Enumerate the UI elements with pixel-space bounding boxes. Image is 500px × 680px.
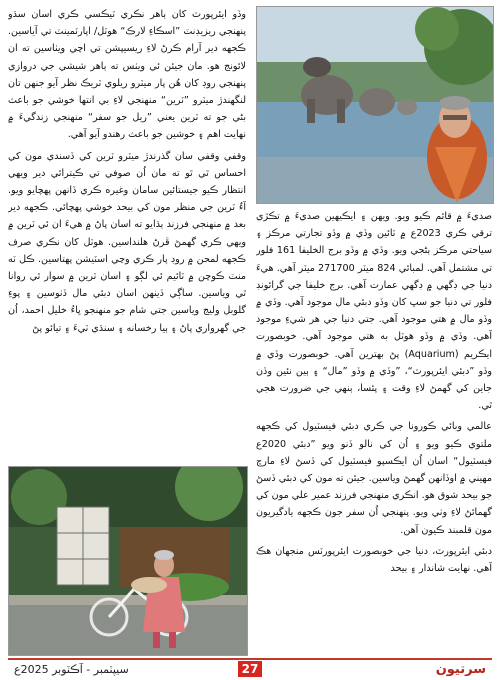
article-column-left [8, 6, 246, 458]
page-footer [0, 658, 500, 680]
article-paragraph: عالمي وبائي ڪورونا جي ڪري دبئي فيسٽيول کي ڪجهه ملتوي ڪيو ويو ۽ اُن کي نالو ڏنو ويو ”دبئي 2020ع فيسٽيول“ اسان اُن ايڪسپو فيسٽيول کي ڏسڻ لاءِ مارچ مهيني ۾ اوڏانهن گهمڻ وياسين. جيئن ته مون کي دبئي ڏسڻ جو بيحد شوق هو. انڪري منهنجي فرزند عمير علي مون کي گهمائڻ لاءِ وٺي ويو. پنهنجي اُن سفر جون ڪجهه يادگيريون مون قلمبند ڪيون آهن. [256, 421, 492, 536]
article-column-right [256, 208, 492, 652]
woman-with-elephant-fountain-photo [256, 6, 494, 204]
woman-with-bicycle-photo [8, 466, 248, 656]
magazine-title: سرتيون [435, 662, 486, 677]
article-paragraph: وقفي وقفي سان گذرندڙ ميٽرو ٽرين کي ڏسندي مون کي احساس ٿي ٿو ته مان اُن صوفي تي ڪيترائي دير ويهي انتظار ڪيو جيستائين سامان وغيره ڪري ڏانهن پهچايو ويو. آءٌ ٽرين جي منظر مون کي بيحد خوشي پهچائي. ڪجهه دير بعد ۾ منهنجي فرزند ٻڌايو ته اسان پاڻ ۾ هيءَ ان ئي ٽرين ۾ ويهي ڪري گهمڻ ڦرڻ هلنداسين. هوٽل کان نڪري صرف ڪجهه لمحن ۾ روڊ پار ڪري وڃي اسٽيشن پهتاسين. ڪل ٽه منٽ ڪوچن ۾ ٽائيم ئي لڳو ۽ اسان ٽرين ۾ سوار ٿي روانا ٿي وياسين. ساڳي ڏينهن اسان دبئي مال ڏٺوسين ۽ پوءِ گلوبل وليج وياسين جتي شام جو منهنجو ڀاءُ خليل احمد، اُن جي گهرواري پاڻ ۽ ٻيا رخسانه ۽ سنڌي ٽيءَ ۽ تيائو پڻ [8, 150, 246, 334]
article-paragraph: وڏو ايئرپورٽ کان ٻاهر نڪري ٽيڪسي ڪري اسان سڌو پنهنجي ريزيڊنٽ ”اسڪاءِ لارڪ“ هوٽل/ اپارٽمينٽ تي آياسين. ڪجهه دير آرام ڪرڻ لاءِ ريسيپشن تي اچي ويٺاسين ته ان لائونج هو. مان جيئن ئي ويٺس ته ٻاهر شيشي جي دروازي پنهنجي روڊ کان هُن پار ميٽرو ريلوي ٽريڪ نظر آيو جنهن تان لنگهندڙ ميٽرو ”ٽرين“ منهنجي لاءِ بي انتها خوشي جو باعث بڻي جو ته ٽرين يعني ”ريل جو سفر“ منهنجي زندگيءَ ۾ نهايت اهم ۽ خوشين جو باعث رهندو آيو آهي. [8, 9, 246, 141]
article-paragraph: دبئي ايئرپورٽ، دنيا جي خوبصورت ايئرپورٽس منجهان هڪ آهي. نهايت شاندار ۽ بيحد [256, 545, 492, 575]
footer-divider [8, 658, 492, 660]
issue-date: سيپٽمبر - آڪٽوبر 2025ع [14, 663, 129, 676]
page-number: 27 [238, 661, 262, 677]
article-paragraph: صديءَ ۾ قائم ڪيو ويو. ويهن ۽ ايڪيهين صديءَ ۾ تڪڙي ترقي ڪري 2023ع ۾ ٽائين وڏي ۾ وڏو تجارتي مرڪز ۽ سياحتي مرڪز ٻڻجي ويو. وڏي ۾ وڏو برج الخليفا 161 فلور تي مشتمل آهي. لمبائي 824 ميٽر 271700 ميٽر آهي. هيءَ دنيا جي ڊگهي ۾ ڊگهي عمارت آهي. برج خليفا جي گرائونڊ فلور تي دنيا جو سڀ کان وڏو دبئي مال موجود آهي. وڏي ۾ وڏو مال ۾ هتي موجود آهي. جتي دنيا جي هر شيءِ موجود آهي. وڏي ۾ وڏو هوٽل به هتي موجود آهي. خوبصورت ايڪريم (Aquarium) پڻ بهترين آهي. خوبصورت وڏي ۾ وڏو ”دبئي ايئرپورٽ“، ”وڏي ۾ وڏو ”مال“ ۽ ٻين نئين وڏن جاين کي گهمڻ لاءِ وقت ۽ پئسا، ٻنهي جي ضرورت هجي ٿي. [256, 211, 492, 412]
